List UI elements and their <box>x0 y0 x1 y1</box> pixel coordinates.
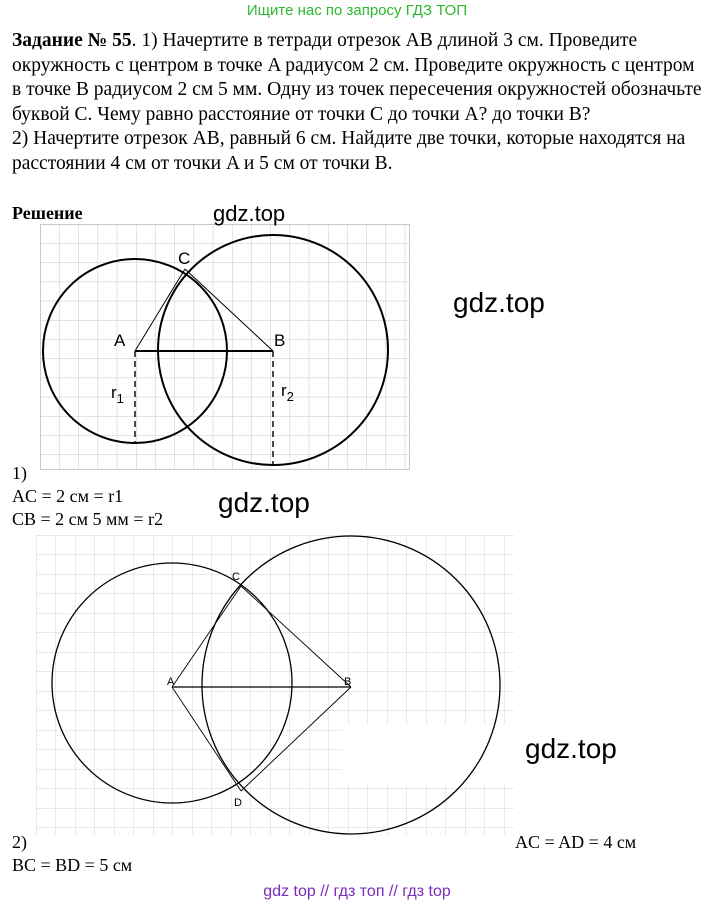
label-d: D <box>234 797 242 809</box>
label-a: A <box>167 676 175 688</box>
answer1-number: 1) <box>12 463 27 483</box>
answer1-line2: CB = 2 см 5 мм = r2 <box>12 509 163 529</box>
task-part1: . 1) Начертите в тетради отрезок AB длиной 3 см. Проведите окружность с центром в точке A радиусом 2 см. Проведите окружность с центром в точке B радиусом 2 см 5 мм. Одну из точек пересечения окружностей обозначьте буквой C. Чему равно расстояние от точки C до точки A? до точки B? <box>12 30 702 125</box>
solution-heading: Решение <box>12 203 83 223</box>
figure-1 <box>40 224 410 470</box>
task-part2: 2) Начертите отрезок AB, равный 6 см. Найдите две точки, которые находятся на расстоянии 4 см от точки A и 5 см от точки B. <box>12 128 686 174</box>
watermark-4: gdz.top <box>525 733 617 764</box>
watermark-2: gdz.top <box>453 287 545 318</box>
grid-background <box>36 535 514 835</box>
label-c: C <box>178 249 191 268</box>
watermark-1: gdz.top <box>213 201 286 226</box>
label-a: A <box>114 331 126 350</box>
answer2-line2: BC = BD = 5 см <box>12 855 133 875</box>
figure-2 <box>36 535 514 835</box>
watermark-backdrop <box>342 725 514 785</box>
answer2-line1: AC = AD = 4 см <box>515 832 637 852</box>
label-r1: $r_1$ <box>111 383 124 406</box>
task-title: Задание № 55 <box>12 30 132 51</box>
answer2-number: 2) <box>12 832 27 852</box>
label-b: B <box>274 331 286 350</box>
task-text <box>12 29 702 177</box>
label-b: B <box>344 676 352 688</box>
label-c: C <box>232 571 240 583</box>
answer1-line1: AC = 2 см = r1 <box>12 486 124 506</box>
search-banner[interactable]: Ищите нас по запросу ГДЗ ТОП <box>246 2 468 19</box>
watermark-3: gdz.top <box>218 487 310 518</box>
label-r2: $r_2$ <box>281 381 294 404</box>
footer-links[interactable]: gdz top // гдз топ // гдз top <box>263 883 451 900</box>
